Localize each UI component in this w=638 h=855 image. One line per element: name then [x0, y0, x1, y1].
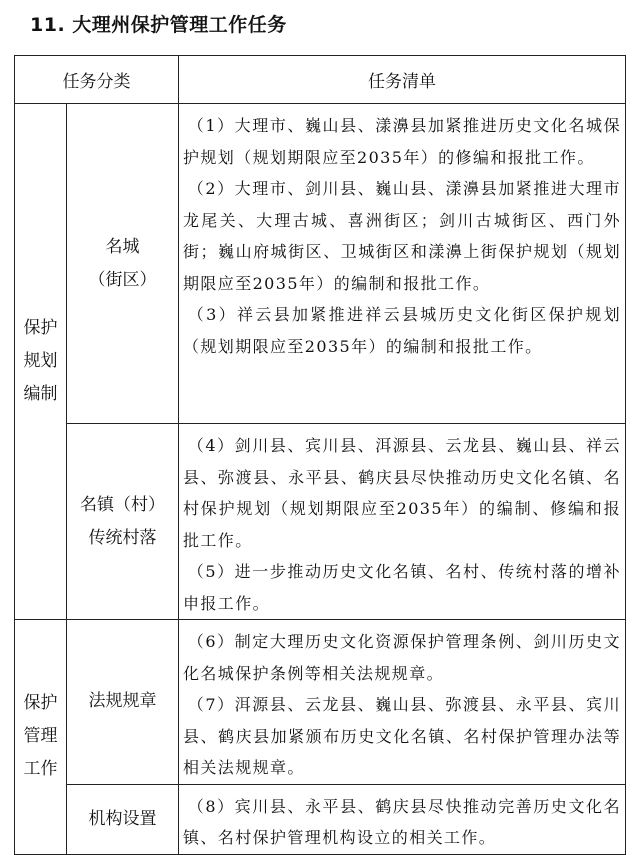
header-category: 任务分类: [15, 56, 179, 104]
task-list-cell: [179, 620, 626, 785]
task-list-cell: [179, 104, 626, 424]
header-task-list: 任务清单: [179, 56, 626, 104]
subcategory-label-line: 传统村落: [88, 527, 157, 548]
subcategory-institution-setup: [67, 784, 179, 854]
task-item: （2）大理市、剑川县、巍山县、漾濞县加紧推进大理市龙尾关、大理古城、喜洲街区；剑川古城街区、西门外街；巍山府城街区、卫城街区和漾濞上街保护规划（规划期限应至2035年）的编制和报批工作。: [183, 179, 621, 293]
subcategory-famous-city: [67, 104, 179, 424]
task-item: （3）祥云县加紧推进祥云县城历史文化街区保护规划（规划期限应至2035年）的编制和报批工作。: [183, 305, 621, 356]
subcategory-famous-town-village: [67, 424, 179, 620]
category-label-line: 编制: [23, 384, 58, 404]
subcategory-label-line: 机构设置: [88, 808, 157, 829]
task-item: （7）洱源县、云龙县、巍山县、弥渡县、永平县、宾川县、鹤庆县加紧颁布历史文化名镇、名村保护管理办法等相关法规规章。: [183, 695, 621, 777]
task-item: （5）进一步推动历史文化名镇、名村、传统村落的增补申报工作。: [183, 562, 621, 613]
subcategory-regulations: [67, 620, 179, 785]
category-label-line: 保护: [23, 318, 58, 338]
task-table: [14, 55, 626, 855]
category-protection-management: [15, 620, 67, 855]
table-header-row: [15, 56, 626, 104]
table-row: [15, 784, 626, 854]
task-list-cell: [179, 424, 626, 620]
subcategory-label-line: 法规规章: [88, 691, 157, 712]
category-label-line: 保护: [23, 693, 58, 714]
table-row: [15, 620, 626, 785]
task-list-cell: [179, 784, 626, 854]
subcategory-label-line: （街区）: [88, 269, 157, 290]
table-row: [15, 104, 626, 424]
table-row: [15, 424, 626, 620]
subcategory-label-line: 名城: [105, 236, 140, 257]
subcategory-label-line: 名镇（村）: [80, 494, 165, 515]
task-item: （8）宾川县、永平县、鹤庆县尽快推动完善历史文化名镇、名村保护管理机构设立的相关工作。: [183, 796, 621, 847]
section-heading: 11. 大理州保护管理工作任务: [30, 14, 287, 36]
category-label-line: 工作: [23, 759, 58, 780]
category-label-line: 管理: [23, 726, 58, 747]
task-item: （1）大理市、巍山县、漾濞县加紧推进历史文化名城保护规划（规划期限应至2035年）的修编和报批工作。: [183, 116, 621, 167]
task-item: （4）剑川县、宾川县、洱源县、云龙县、巍山县、祥云县、弥渡县、永平县、鹤庆县尽快推动历史文化名镇、名村保护规划（规划期限应至2035年）的编制、修编和报批工作。: [183, 436, 621, 550]
category-label-line: 规划: [23, 351, 58, 371]
category-protection-planning: [15, 104, 67, 620]
task-item: （6）制定大理历史文化资源保护管理条例、剑川历史文化名城保护条例等相关法规规章。: [183, 632, 621, 683]
